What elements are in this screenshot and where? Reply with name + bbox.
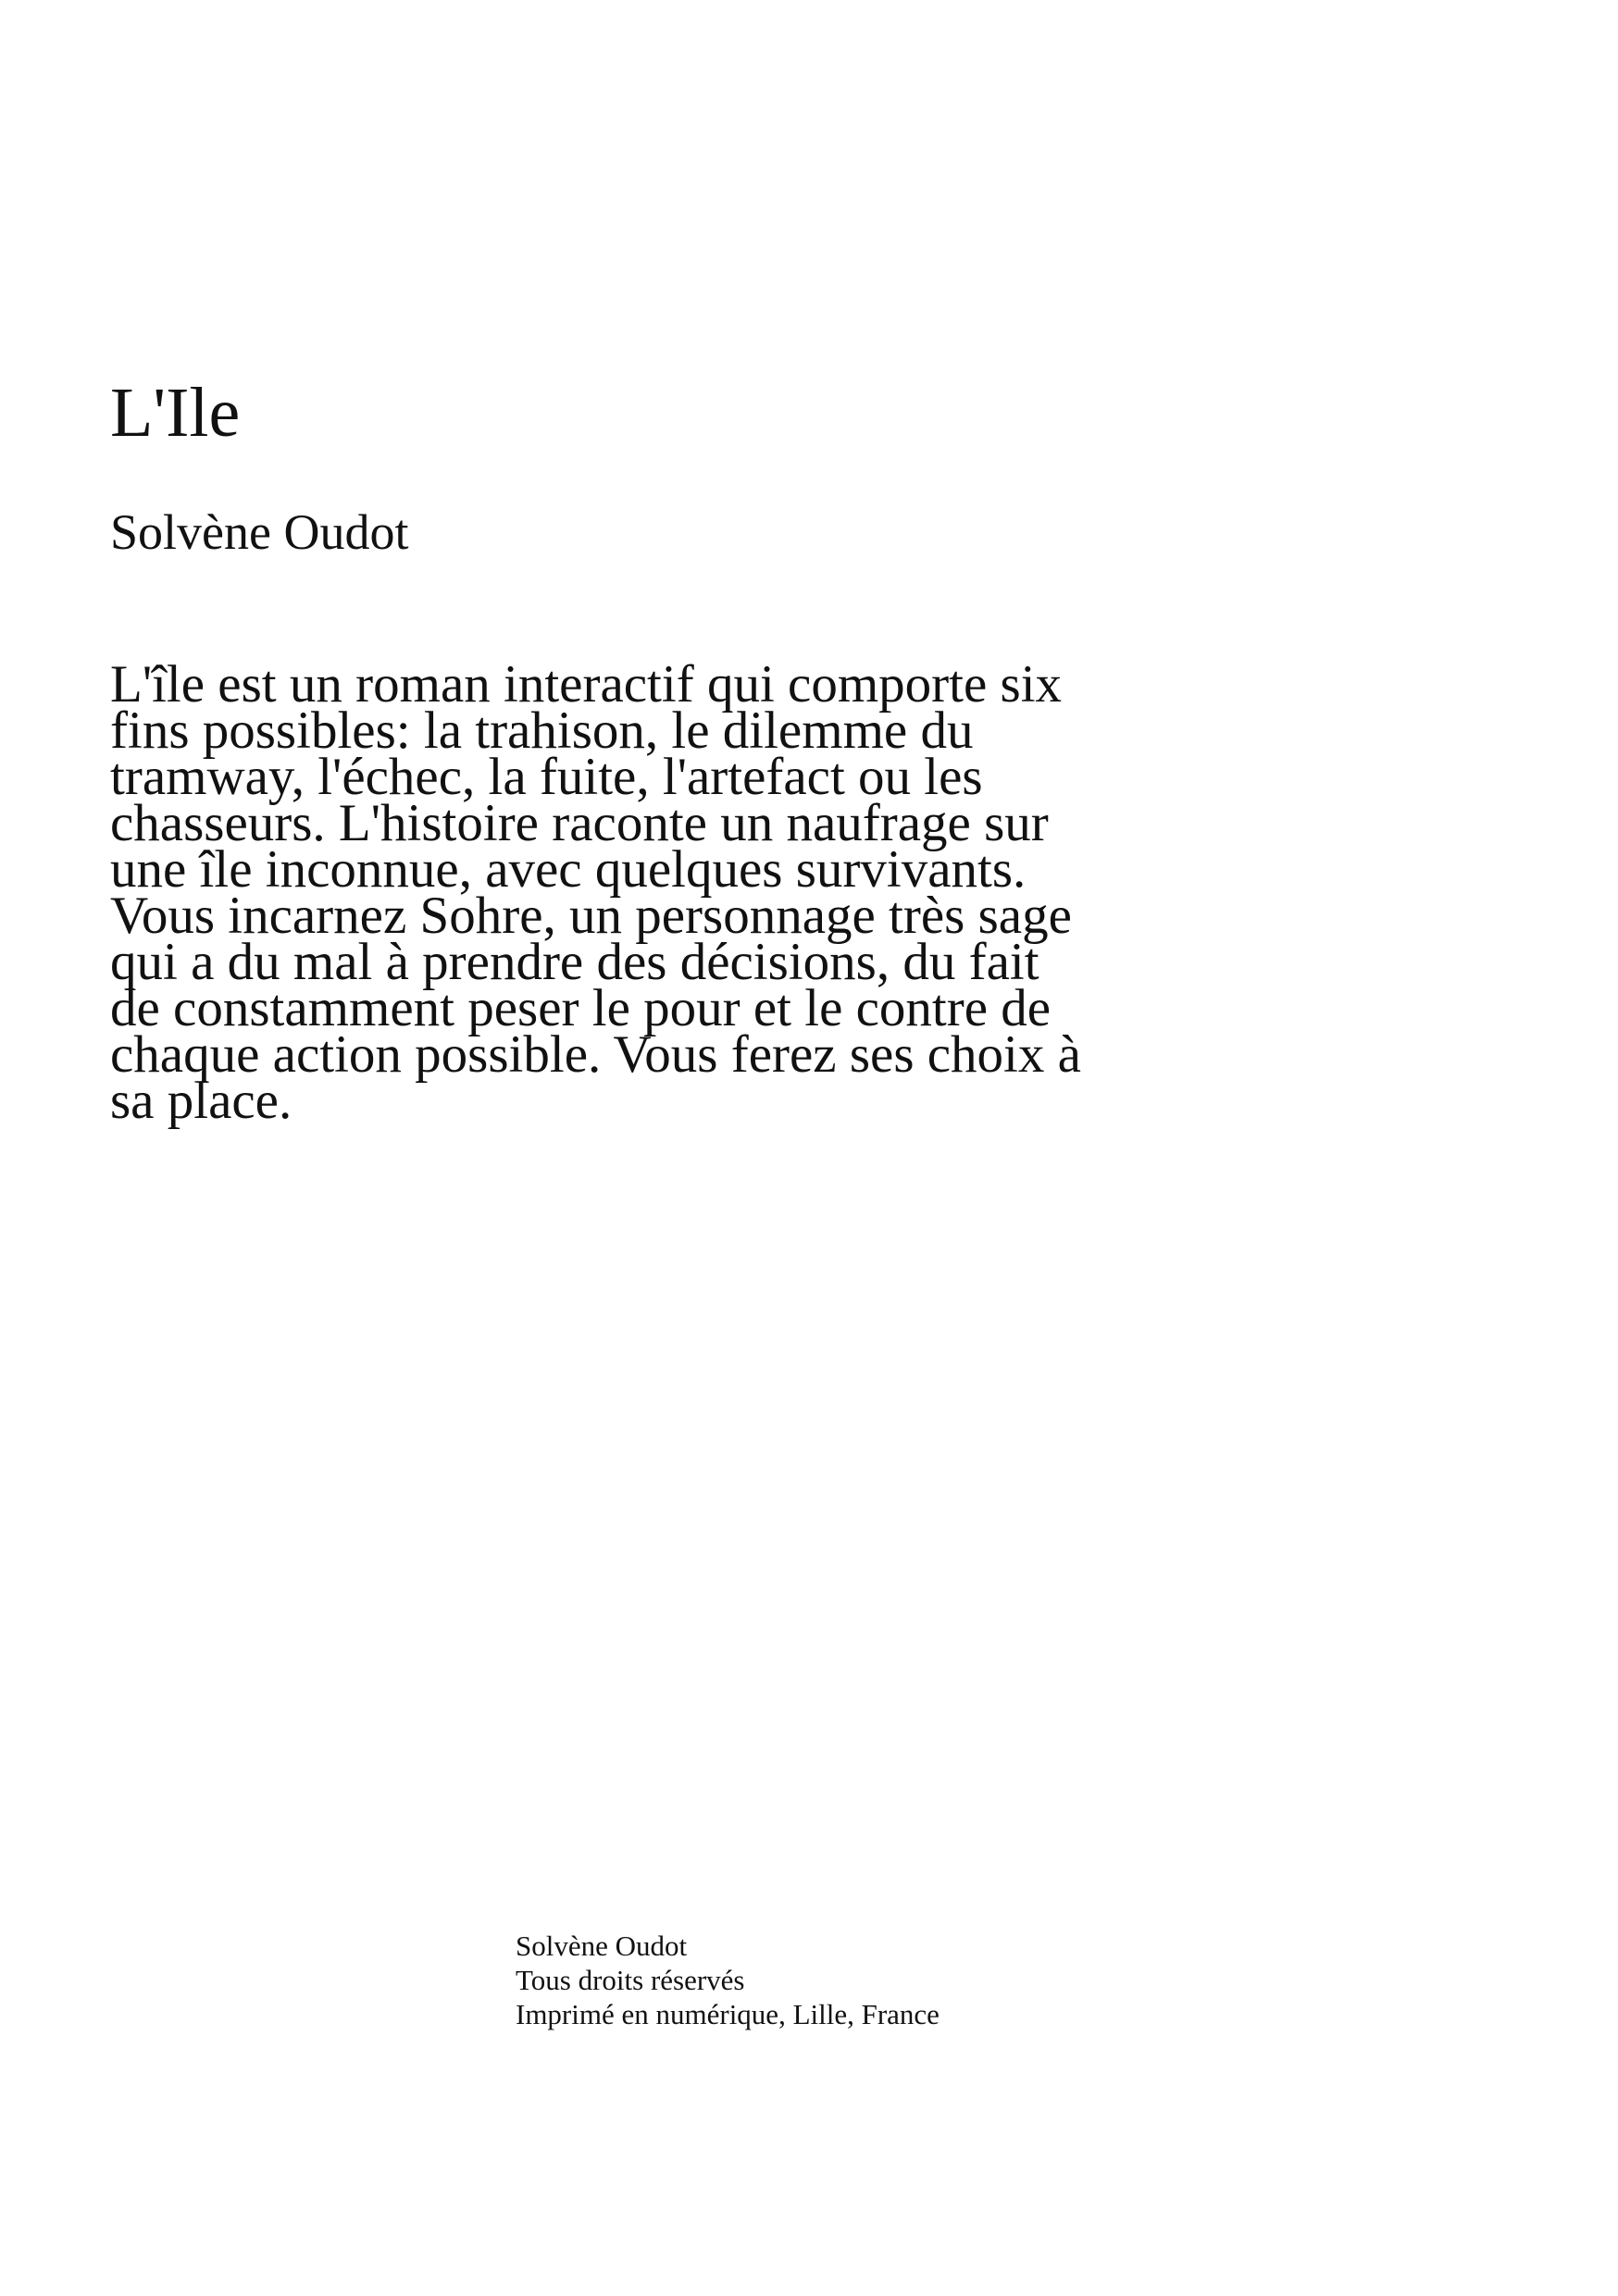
document-title: L'Ile xyxy=(110,374,241,452)
author-name: Solvène Oudot xyxy=(110,504,409,560)
colophon-rights: Tous droits réservés xyxy=(516,1964,745,1996)
colophon-author: Solvène Oudot xyxy=(516,1930,688,1962)
colophon-printing: Imprimé en numérique, Lille, France xyxy=(516,1998,940,2030)
colophon xyxy=(516,1929,940,2031)
summary-paragraph: L'île est un roman interactif qui comporte six fins possibles: la trahison, le dilemme du tramway, l'échec, la fuite, l'artefact ou les chasseurs. L'histoire raconte un naufrage sur une île inconnue, avec quelques survivants. Vous incarnez Sohre, un personnage très sage qui a du mal à prendre des décisions, du fait de constamment peser le pour et le contre de chaque action possible. Vous ferez ses choix à sa place. xyxy=(110,655,1081,1130)
